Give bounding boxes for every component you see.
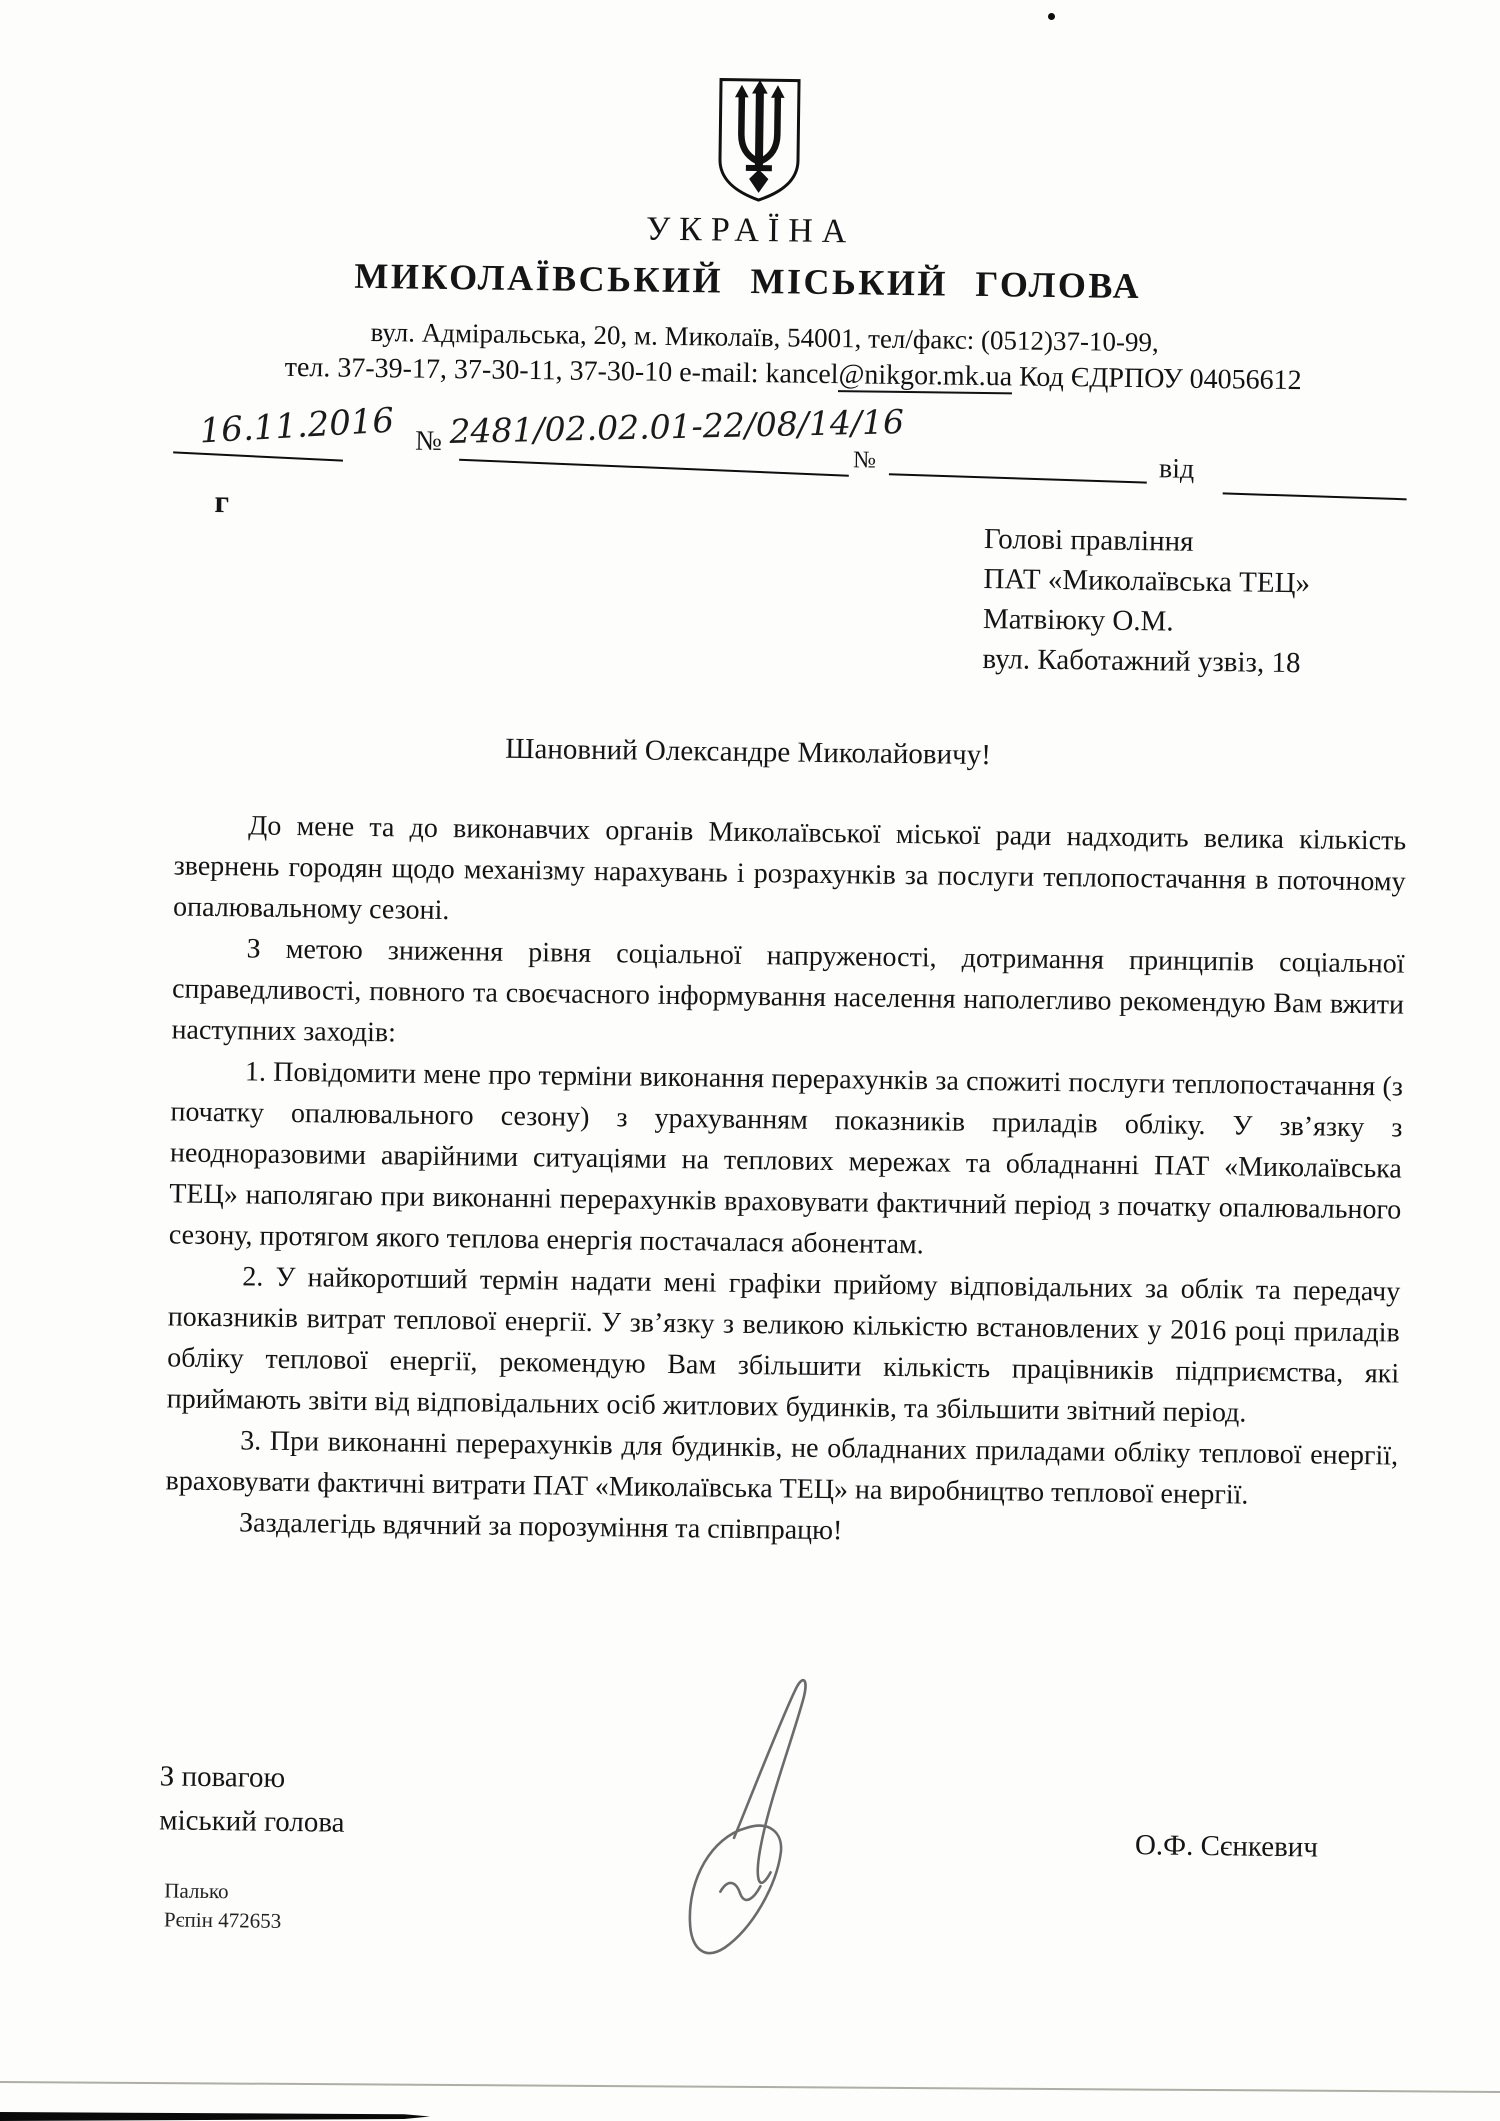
date-underline: [173, 451, 343, 461]
email-address: @nikgor.mk.ua: [838, 359, 1013, 393]
small-number-sign: №: [852, 447, 877, 474]
salutation: Шановний Олександре Миколайовичу!: [505, 732, 992, 772]
executor-phone: Рєпін 472653: [163, 1907, 282, 1933]
executor-note: [164, 1876, 282, 1936]
organization-title: МИКОЛАЇВСЬКИЙ МІСЬКИЙ ГОЛОВА: [354, 255, 1142, 307]
from-label: від: [1158, 453, 1195, 485]
country-name: УКРАЇНА: [645, 210, 856, 251]
paragraph-list-item-3: 3. При виконанні перерахунків для будинків, не обладнаних приладами обліку теплової енергії, враховувати фактичні витрати ПАТ «Миколаївська ТЕЦ» на виробництво теплової енергії.: [165, 1425, 1399, 1511]
paragraph-list-item-2: 2. У найкоротший термін надати мені графіки прийому відповідальних за облік та передачу показників витрат теплової енергії. У зв’язку з великою кількістю встановлених у 2016 році приладів обліку теплової енергії, рекомендую Вам збільшити кількість працівників підприємства, які приймають звіти від відповідальних осіб житлових будинків, та збільшити звітний період.: [166, 1261, 1401, 1429]
handwritten-number: 2481/02.02.01-22/08/14/16: [449, 402, 905, 451]
blank-number-underline: [889, 473, 1147, 483]
paragraph-2: З метою зниження рівня соціальної напруженості, дотримання принципів соціальної справедливості, повного та своєчасного інформування населення наполегливо рекомендую Вам вжити наступних заходів:: [171, 933, 1405, 1049]
position-line: міський голова: [159, 1804, 345, 1839]
number-underline: [459, 459, 849, 477]
address-line-2-suffix: Код ЄДРПОУ 04056612: [1011, 361, 1302, 397]
respect-line: З повагою: [159, 1760, 286, 1794]
letter-body: [165, 804, 1407, 1558]
paragraph-list-item-1: 1. Повідомити мене про терміни виконання перерахунків за спожиті послуги теплопостачання (з початку опалювального сезону) з урахуванням показників приладів обліку. У зв’язку з неодноразовими аварійними ситуаціями на теплових мережах та обладнанні ПАТ «Миколаївська ТЕЦ» наполягаю при виконанні перерахунків враховувати фактичний період з початку опалювального сезону, протягом якого теплова енергія постачалася абонентам.: [168, 1056, 1404, 1261]
recipient-block: [982, 519, 1311, 683]
recipient-line: Голові правління: [983, 523, 1194, 558]
address-line-1: вул. Адміральська, 20, м. Миколаїв, 54001, тел/факс: (0512)37-10-99,: [370, 316, 1159, 358]
from-underline: [1223, 492, 1407, 500]
paragraph-1: До мене та до виконавчих органів Миколаївської міської ради надходить велика кількість звернень городян щодо механізму нарахувань і розрахунків за послуги теплопостачання в поточному опалювальному сезоні.: [172, 810, 1407, 927]
recipient-line: вул. Каботажний узвіз, 18: [982, 643, 1301, 680]
recipient-line: Матвіюку О.М.: [982, 603, 1174, 638]
signer-name: О.Ф. Сєнкевич: [1134, 1829, 1319, 1864]
closing-sentence: Заздалегідь вдячний за порозуміння та співпрацю!: [238, 1507, 843, 1547]
handwritten-signature: [647, 1639, 851, 1982]
handwritten-date: 16.11.2016: [198, 400, 396, 452]
address-line-2-prefix: тел. 37-39-17, 37-30-11, 37-30-10 e-mail: kancel: [284, 351, 839, 391]
corner-mark: г: [214, 482, 230, 520]
recipient-line: ПАТ «Миколаївська ТЕЦ»: [983, 563, 1311, 600]
number-sign-label: №: [415, 425, 443, 457]
ukraine-trident-emblem: [712, 75, 806, 206]
executor-name: Палько: [164, 1878, 229, 1904]
sign-off-block: [159, 1754, 345, 1844]
